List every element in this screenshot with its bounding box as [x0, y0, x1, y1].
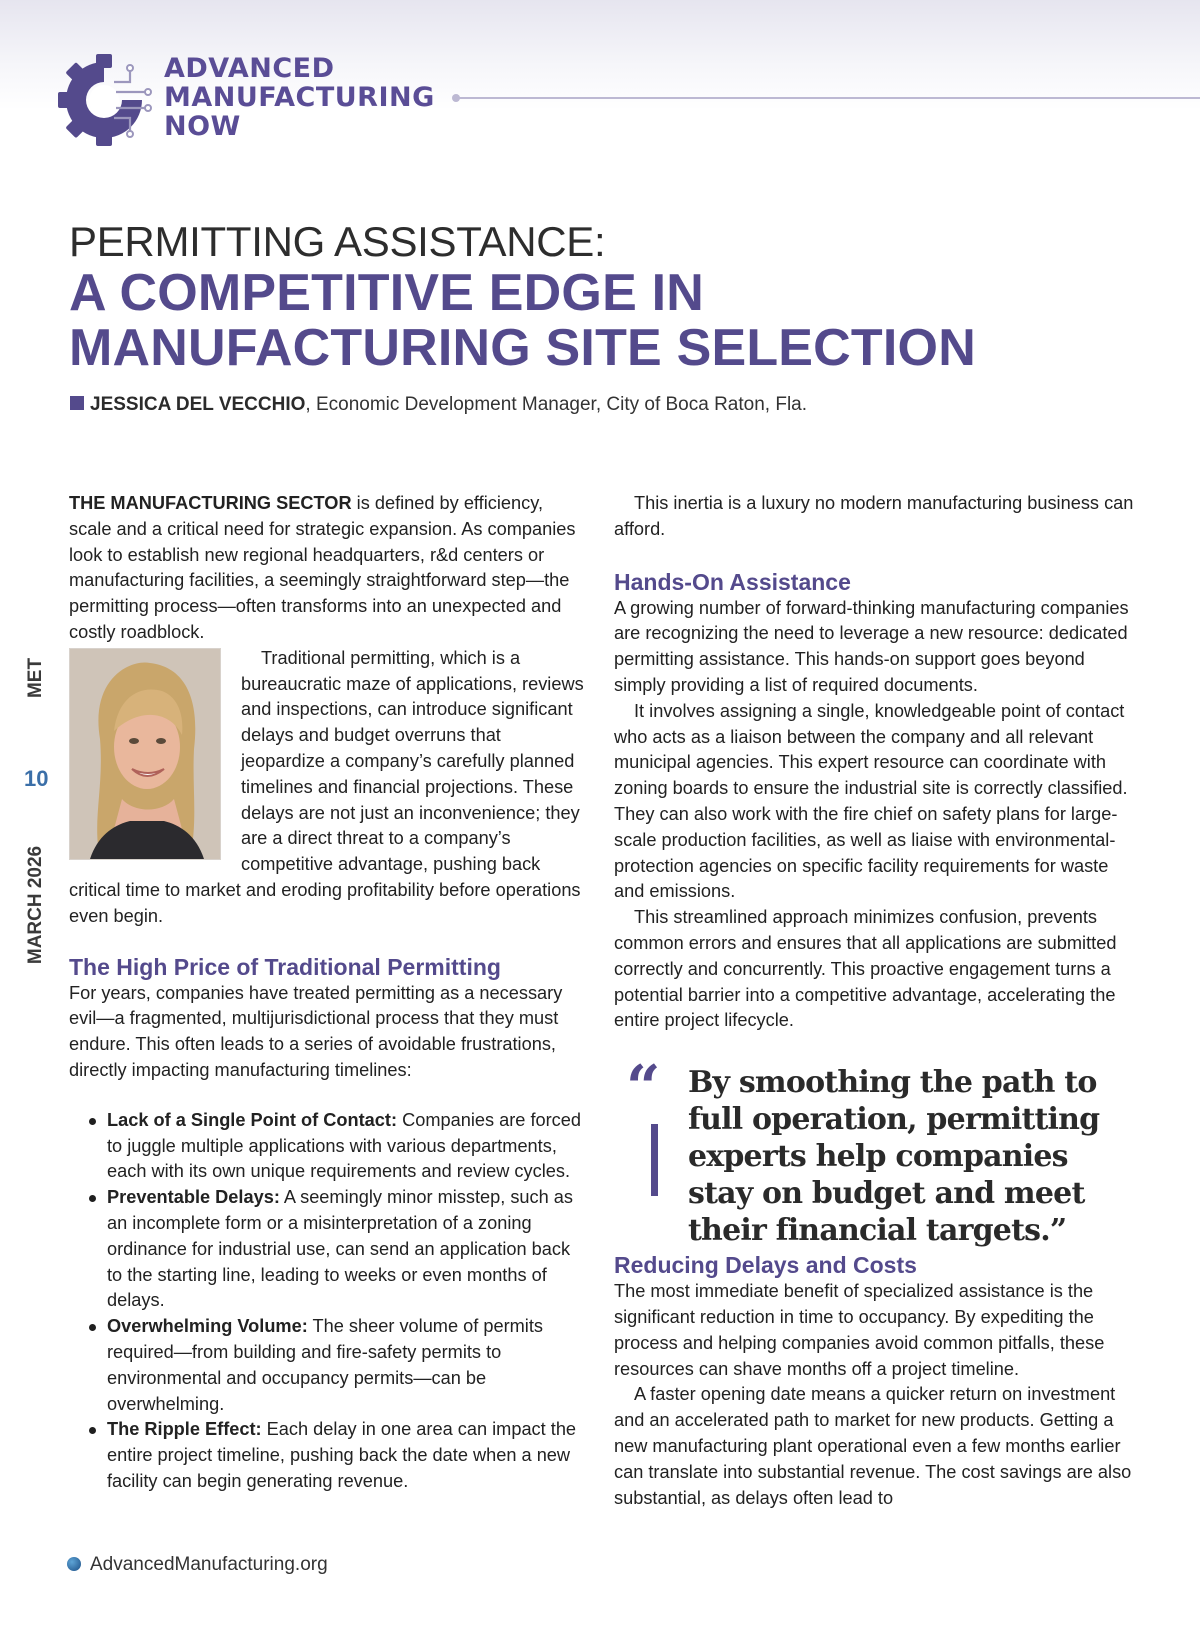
- author-photo: [69, 648, 221, 860]
- byline: [70, 394, 807, 416]
- section1-paragraph: For years, companies have treated permitting as a necessary evil—a fragmented, multijurisdictional process that they must endure. This often leads to a series of avoidable frustrations, directly impacting manufacturing timelines:: [69, 982, 563, 1080]
- article-kicker: PERMITTING ASSISTANCE:: [69, 218, 606, 265]
- intro-paragraph-2: Traditional permitting, which is a bureaucratic maze of applications, reviews and inspections, can introduce significant delays and budget overruns that jeopardize a company’s carefully planned timelines and financial projections. These delays are not just an inconvenience; they are a direct threat to a company’s competitive advantage, pushing back critical time to market and eroding profitability before operations even begin.: [69, 647, 584, 926]
- intro-lead: THE MANUFACTURING SECTOR: [69, 493, 352, 513]
- intro-paragraph: THE MANUFACTURING SECTOR is defined by efficiency, scale and a critical need for strategic expansion. As companies look to establish new regional headquarters, r&d centers or manufacturing facilities, a seemingly straightforward step—the permitting process—often transforms into an unexpected and costly roadblock.: [69, 493, 576, 642]
- headline-line-1: A COMPETITIVE EDGE IN: [69, 264, 705, 322]
- pull-quote: [614, 1053, 1134, 1249]
- side-magazine-name: MET: [25, 657, 46, 699]
- brand-logo: [56, 48, 496, 148]
- author-portrait-image: [70, 649, 220, 859]
- column-left: [69, 491, 589, 1495]
- section-heading-hands-on: Hands-On Assistance: [614, 568, 851, 595]
- footer: [67, 1554, 328, 1576]
- footer-url[interactable]: AdvancedManufacturing.org: [90, 1554, 328, 1575]
- page-number: 10: [24, 766, 49, 791]
- list-item: The Ripple Effect: Each delay in one area can impact the entire project timeline, pushing back the date when a new facility can begin generating revenue.: [107, 1417, 589, 1494]
- brand-line-2: MANUFACTURING: [164, 82, 435, 113]
- section3-paragraph-1: The most immediate benefit of specialized assistance is the significant reduction in time to occupancy. By expediting the process and helping companies avoid common pitfalls, these resources can shave months off a project timeline.: [614, 1281, 1105, 1379]
- photo-wrap: [69, 646, 589, 930]
- section2-paragraph-1: A growing number of forward-thinking manufacturing companies are recognizing the need to leverage a new resource: dedicated permitting assistance. This hands-on support goes beyond simply providing a list of required documents.: [614, 597, 1129, 695]
- brand-line-3: NOW: [164, 111, 241, 142]
- author-name: JESSICA DEL VECCHIO: [90, 394, 306, 415]
- brand-line-1: ADVANCED: [164, 53, 335, 84]
- bullet-list: [69, 1108, 589, 1495]
- header-rule: [456, 97, 1200, 99]
- brand-wordmark: [164, 54, 435, 141]
- section3-paragraph-2: A faster opening date means a quicker return on investment and an accelerated path to market for new products. Getting a new manufacturing plant operational even a few months earlier can translate into substantial revenue. The cost savings are also substantial, as delays often lead to: [614, 1384, 1132, 1508]
- quote-mark-icon: “: [626, 1053, 661, 1124]
- list-item: Overwhelming Volume: The sheer volume of permits required—from building and fire-safety permits to environmental and occupancy permits—can be overwhelming.: [107, 1314, 589, 1417]
- pull-quote-text: By smoothing the path to full operation, permitting experts help companies stay on budget and meet their financial targets.”: [688, 1065, 1100, 1249]
- article-headline: [69, 266, 976, 376]
- column-right: [614, 491, 1134, 1511]
- globe-icon: [67, 1557, 81, 1571]
- byline-square-icon: [70, 396, 84, 410]
- quote-bar: [651, 1124, 658, 1196]
- list-item: Lack of a Single Point of Contact: Companies are forced to juggle multiple applications with various departments, each with its own unique requirements and review cycles.: [107, 1108, 589, 1185]
- section2-paragraph-2: It involves assigning a single, knowledgeable point of contact who acts as a liaison between the company and all relevant municipal agencies. This expert resource can coordinate with zoning boards to ensure the industrial site is correctly classified. They can also work with the fire chief on safety plans for large-scale production facilities, as well as liaise with environmental-protection agencies on specific facility requirements for waste and emissions.: [614, 700, 1128, 902]
- section-heading-reducing-delays: Reducing Delays and Costs: [614, 1252, 917, 1279]
- headline-line-2: MANUFACTURING SITE SELECTION: [69, 319, 976, 377]
- section2-paragraph-3: This streamlined approach minimizes confusion, prevents common errors and ensures that all applications are submitted correctly and concurrently. This proactive engagement turns a potential barrier into a competitive advantage, accelerating the entire project lifecycle.: [614, 907, 1117, 1031]
- side-issue-date: MARCH 2026: [25, 845, 46, 965]
- author-title: , Economic Development Manager, City of Boca Raton, Fla.: [305, 394, 808, 415]
- gear-circuit-icon: [56, 52, 152, 148]
- list-item: Preventable Delays: A seemingly minor misstep, such as an incomplete form or a misinterpretation of a zoning ordinance for industrial use, can send an application back to the starting line, leading to weeks or even months of delays.: [107, 1185, 589, 1314]
- column2-opening: This inertia is a luxury no modern manufacturing business can afford.: [614, 493, 1134, 539]
- section-heading-high-price: The High Price of Traditional Permitting: [69, 953, 501, 980]
